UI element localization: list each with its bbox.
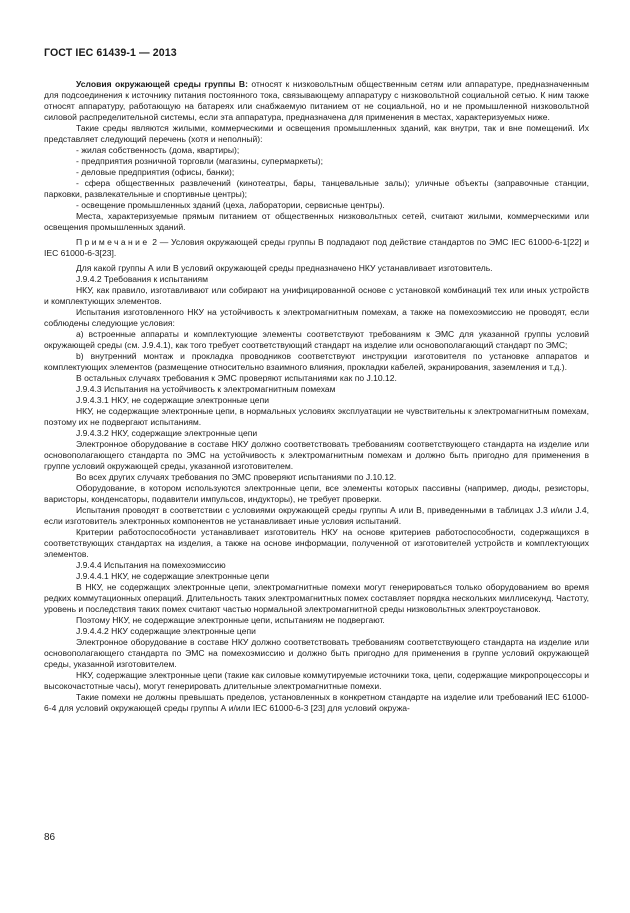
section-heading: J.9.4.2 Требования к испытаниям	[76, 274, 209, 284]
note-text: 2 — Условия окружающей среды группы В подпадают под действие стандартов по ЭМС IEC 61000-6-1[22] и IEC 61000-6-3[23].	[44, 237, 589, 258]
paragraph: Оборудование, в котором используются электронные цепи, все элементы которых пассивны (например, диоды, резисторы, варисторы, конденсаторы, подавители импульсов, индукторы), не требует проверки.	[44, 483, 589, 504]
paragraph: Электронное оборудование в составе НКУ должно соответствовать требованиям соответствующего стандарта на изделие или основополагающего стандарта по ЭМС на устойчивость к электромагнитным помехам и должно быть пригодно для применения в группе условий окружающей среды, указанной изготовителем.	[44, 439, 589, 471]
paragraph: В остальных случаях требования к ЭМС проверяют испытаниями как по J.10.12.	[76, 373, 397, 383]
paragraph: В НКУ, не содержащих электронные цепи, электромагнитные помехи могут генерироваться только оборудованием во время редких коммутационных операций. Длительность таких электромагнитных помех составляет порядка нескольких миллисекунд. Частоту, уровень и последствия таких помех считают частью нормальной электромагнитной среды низковольтных электроустановок.	[44, 582, 589, 614]
paragraph: Испытания изготовленного НКУ на устойчивость к электромагнитным помехам, а также на помехоэмиссию не проводят, если соблюдены следующие условия:	[44, 307, 589, 328]
note-label: Примечание	[76, 237, 150, 247]
paragraph-env-group-b	[44, 79, 589, 123]
document-body	[44, 79, 589, 714]
page-number: 86	[44, 832, 56, 843]
paragraph: НКУ, как правило, изготавливают или собирают на унифицированной основе с установкой комбинаций тех или иных устройств и комплектующих элементов.	[44, 285, 589, 306]
paragraph: Поэтому НКУ, не содержащие электронные цепи, испытаниям не подвергают.	[76, 615, 385, 625]
paragraph: Места, характеризуемые прямым питанием от общественных низковольтных сетей, считают жилыми, коммерческими или освещения промышленных зданий.	[44, 211, 589, 232]
list-item: - деловые предприятия (офисы, банки);	[76, 167, 235, 177]
list-item: - освещение промышленных зданий (цеха, лаборатории, сервисные центры).	[76, 200, 385, 210]
section-heading: J.9.4.3 Испытания на устойчивость к электромагнитным помехам	[76, 384, 336, 394]
section-heading: J.9.4.4 Испытания на помехоэмиссию	[76, 560, 226, 570]
paragraph: Испытания проводят в соответствии с условиями окружающей среды группы А или В, приведенными в таблицах J.3 и/или J.4, если изготовитель электронных компонентов не устанавливает иные условия испытаний.	[44, 505, 589, 526]
section-heading: J.9.4.3.2 НКУ, содержащие электронные цепи	[76, 428, 258, 438]
paragraph: Критерии работоспособности устанавливает изготовитель НКУ на основе критериев работоспособности, содержащихся в соответствующих стандартах на изделия, а также на основе информации, полученной от изготовителей устройств и комплектующих элементов.	[44, 527, 589, 559]
list-item: - предприятия розничной торговли (магазины, супермаркеты);	[76, 156, 324, 166]
paragraph: Электронное оборудование в составе НКУ должно соответствовать требованиям соответствующего стандарта на изделие или основополагающего стандарта по ЭМС на помехоэмиссию и должно быть пригодно для применения в группе условий окружающей среды, указанной изготовителем.	[44, 637, 589, 669]
paragraph: Такие среды являются жилыми, коммерческими и освещения промышленных зданий, как внутри, так и вне помещений. Их представляет следующий перечень (хотя и неполный):	[44, 123, 589, 144]
paragraph: b) внутренний монтаж и прокладка проводников соответствуют инструкции изготовителя по установке аппаратов и комплектующих элементов (размещение относительно взаимного влияния, прокладки кабелей, экранирования, заземления и т.д.).	[44, 351, 589, 372]
list-item: - сфера общественных развлечений (кинотеатры, бары, танцевальные залы); уличные объекты (заправочные станции, парковки, развлекательные и спортивные центры);	[44, 178, 589, 199]
paragraph: НКУ, не содержащие электронные цепи, в нормальных условиях эксплуатации не чувствительны к электромагнитным помехам, поэтому их не подвергают испытаниям.	[44, 406, 589, 427]
paragraph-text: относят к низковольтным общественным сетям или аппаратуре, предназначенным для подсоединения к источнику питания постоянного тока, связывающему аппаратуру с низковольтной социальной сетью. К ним также относят аппаратуру, работающую на батареях или снабжаемую питанием от не социальной, но и не промышленной низковольтной силовой распределительной системы, если эта аппаратура, предназначена для применения в местах, характеризуемых ниже.	[44, 79, 589, 122]
document-header: ГОСТ IEC 61439-1 — 2013	[44, 47, 177, 59]
paragraph: НКУ, содержащие электронные цепи (такие как силовые коммутируемые источники тока, цепи, содержащие микропроцессоры и высокочастотные часы), могут генерировать длительные электромагнитные помехи.	[44, 670, 589, 691]
section-heading: J.9.4.4.2 НКУ содержащие электронные цепи	[76, 626, 256, 636]
list-item: - жилая собственность (дома, квартиры);	[76, 145, 240, 155]
paragraph-lead: Условия окружающей среды группы В:	[76, 79, 248, 89]
note	[44, 237, 589, 259]
section-heading: J.9.4.4.1 НКУ, не содержащие электронные цепи	[76, 571, 269, 581]
section-heading: J.9.4.3.1 НКУ, не содержащие электронные цепи	[76, 395, 269, 405]
paragraph: Для какой группы А или В условий окружающей среды предназначено НКУ устанавливает изготовитель.	[76, 263, 493, 273]
paragraph: Такие помехи не должны превышать пределов, установленных в конкретном стандарте на изделие или требований IEC 61000-6-4 для условий окружающей среды группы А и/или IEC 61000-6-3 [23] для условий окружа-	[44, 692, 589, 713]
paragraph: Во всех других случаях требования по ЭМС проверяют испытаниями по J.10.12.	[76, 472, 397, 482]
paragraph: а) встроенные аппараты и комплектующие элементы соответствуют требованиям к ЭМС для указанной группы условий окружающей среды (см. J.9.4.1), как того требует соответствующий стандарт на изделие или основополагающий стандарт по ЭМС;	[44, 329, 589, 350]
